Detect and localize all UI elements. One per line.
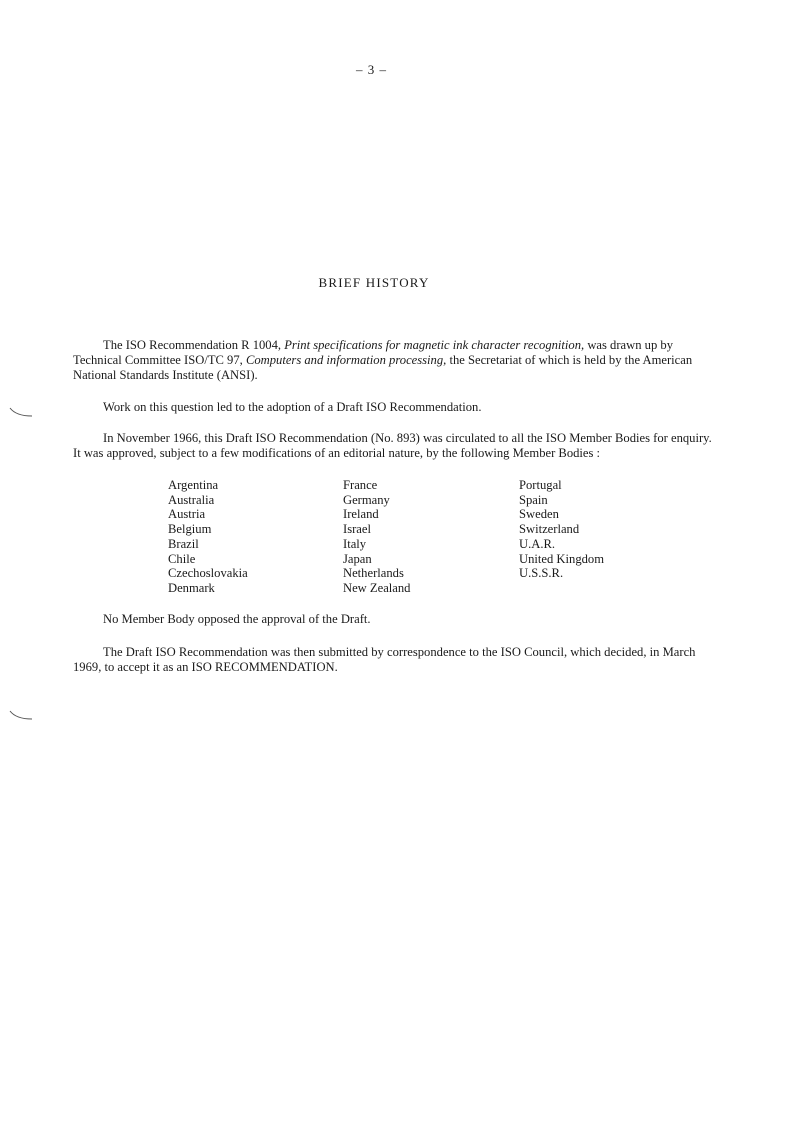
list-item: Spain bbox=[519, 492, 548, 507]
list-item: New Zealand bbox=[343, 580, 411, 595]
origin-text-a: The ISO Recommendation R 1004, bbox=[103, 338, 285, 352]
paragraph-acceptance bbox=[73, 645, 713, 675]
list-item: Italy bbox=[343, 536, 367, 551]
paragraph-no-opposition bbox=[73, 612, 713, 627]
member-bodies-column-3 bbox=[519, 478, 604, 581]
list-item: Netherlands bbox=[343, 566, 404, 581]
list-item: Australia bbox=[168, 492, 215, 507]
section-heading: BRIEF HISTORY bbox=[318, 275, 430, 290]
list-item: U.S.S.R. bbox=[519, 566, 564, 581]
adoption-text: Work on this question led to the adoption of a Draft ISO Recommendation. bbox=[103, 400, 482, 414]
binding-hole-mark bbox=[8, 405, 36, 419]
list-item: Israel bbox=[343, 522, 371, 537]
list-item: Austria bbox=[168, 507, 206, 522]
origin-text-e: the Secretariat of which is held by the American National Standards Institute (ANSI). bbox=[73, 353, 693, 382]
list-item: Denmark bbox=[168, 580, 215, 595]
list-item: Japan bbox=[343, 551, 372, 566]
list-item: Belgium bbox=[168, 522, 212, 537]
origin-title-italic: Print specifications for magnetic ink character recognition, bbox=[284, 338, 585, 352]
member-bodies-column-2 bbox=[343, 478, 410, 596]
list-item: Germany bbox=[343, 492, 390, 507]
list-item: Argentina bbox=[168, 478, 219, 492]
list-item: Portugal bbox=[519, 478, 562, 492]
list-item: Chile bbox=[168, 551, 196, 566]
list-item: Czechoslovakia bbox=[168, 566, 248, 581]
page-number: – 3 – bbox=[356, 62, 387, 77]
list-item: U.A.R. bbox=[519, 536, 556, 551]
enquiry-text: In November 1966, this Draft ISO Recommendation (No. 893) was circulated to all the ISO Member Bodies for enquiry. It was approved, subject to a few modifications of an editorial nature, by the following Member Bodies : bbox=[73, 431, 712, 460]
member-bodies-column-1 bbox=[168, 478, 248, 596]
origin-text-c: was drawn up by Technical Committee ISO/TC 97, bbox=[73, 338, 674, 367]
acceptance-text: The Draft ISO Recommendation was then submitted by correspondence to the ISO Council, which decided, in March 1969, to accept it as an ISO RECOMMENDATION. bbox=[73, 645, 696, 674]
paragraph-adoption bbox=[73, 400, 713, 415]
binding-hole-mark bbox=[8, 708, 36, 722]
list-item: Switzerland bbox=[519, 522, 580, 537]
paragraph-enquiry bbox=[73, 431, 713, 461]
list-item: United Kingdom bbox=[519, 551, 605, 566]
paragraph-origin bbox=[73, 338, 713, 383]
list-item: Brazil bbox=[168, 536, 199, 551]
list-item: Sweden bbox=[519, 507, 559, 522]
list-item: France bbox=[343, 478, 378, 492]
no-opposition-text: No Member Body opposed the approval of the Draft. bbox=[103, 612, 371, 626]
committee-name-italic: Computers and information processing, bbox=[245, 353, 447, 367]
list-item: Ireland bbox=[343, 507, 379, 522]
